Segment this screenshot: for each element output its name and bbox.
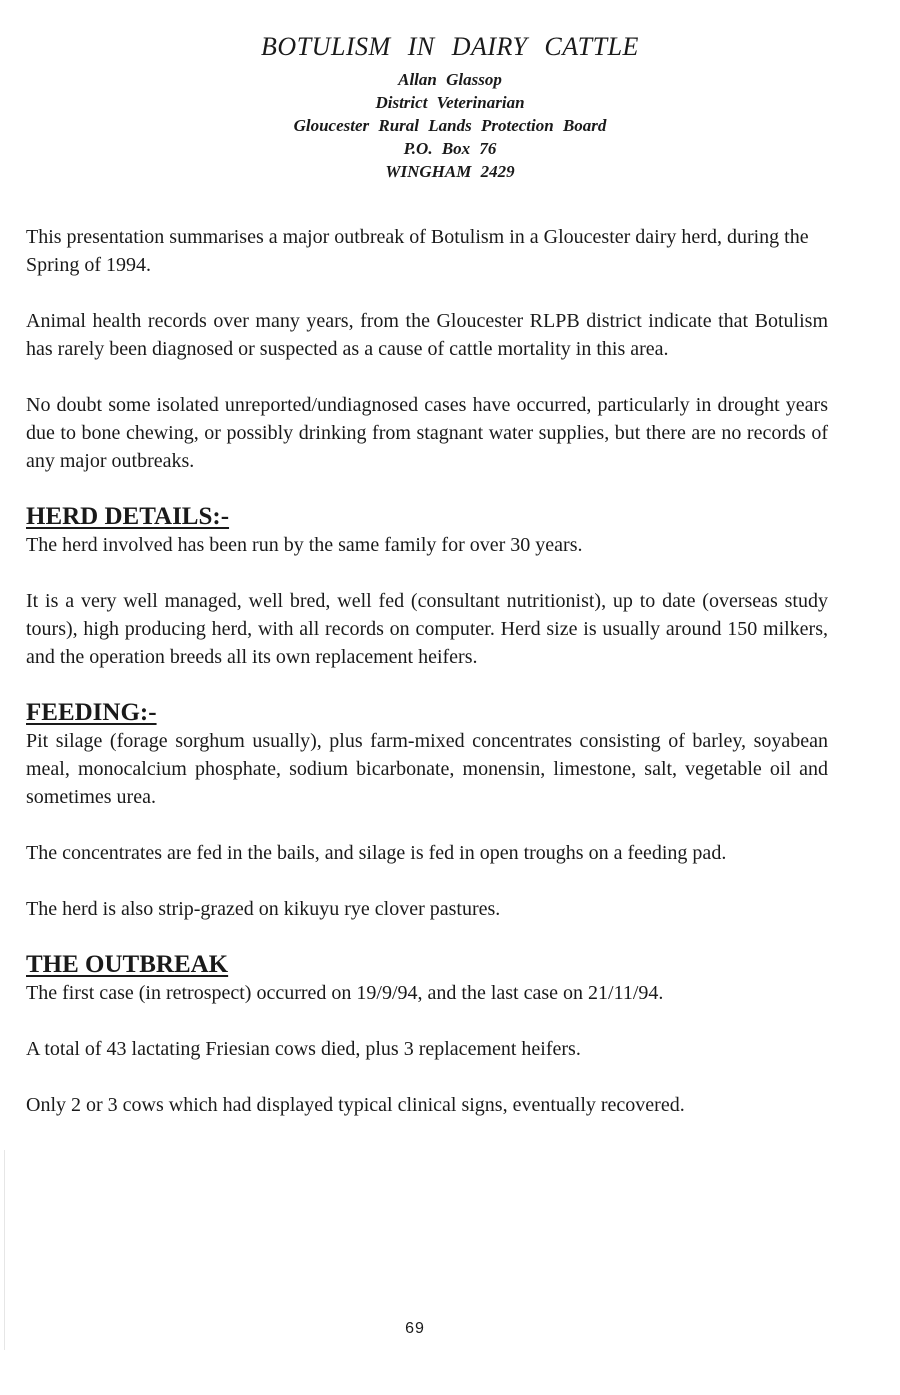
outbreak-heading: THE OUTBREAK (26, 951, 229, 978)
intro-paragraph-1: This presentation summarises a major outbreak of Botulism in a Gloucester dairy herd, during the Spring of 1994. (26, 226, 809, 276)
herd-details-paragraph-2: It is a very well managed, well bred, well fed (consultant nutritionist), up to date (overseas study tours), high producing herd, with all records on computer. Herd size is usually around 150 milkers, and the operation breeds all its own replacement heifers. (26, 590, 828, 668)
author-position: District Veterinarian (375, 93, 525, 112)
intro-paragraph-3: No doubt some isolated unreported/undiagnosed cases have occurred, particularly in drought years due to bone chewing, or possibly drinking from stagnant water supplies, but there are no records of any major outbreaks. (26, 394, 828, 472)
herd-details-heading: HERD DETAILS:- (26, 503, 230, 530)
page-number: 69 (405, 1320, 425, 1337)
feeding-paragraph-1: Pit silage (forage sorghum usually), plus farm-mixed concentrates consisting of barley, soyabean meal, monocalcium phosphate, sodium bicarbonate, monensin, limestone, salt, vegetable oil and sometimes urea. (26, 730, 828, 808)
outbreak-paragraph-2: A total of 43 lactating Friesian cows died, plus 3 replacement heifers. (26, 1038, 581, 1060)
feeding-paragraph-3: The herd is also strip-grazed on kikuyu rye clover pastures. (26, 898, 501, 920)
outbreak-paragraph-3: Only 2 or 3 cows which had displayed typical clinical signs, eventually recovered. (26, 1094, 685, 1116)
feeding-heading: FEEDING:- (26, 699, 157, 726)
author-town: WINGHAM 2429 (385, 162, 515, 181)
herd-details-paragraph-1: The herd involved has been run by the same family for over 30 years. (26, 534, 583, 556)
feeding-paragraph-2: The concentrates are fed in the bails, and silage is fed in open troughs on a feeding pad. (26, 842, 727, 864)
paper-title: BOTULISM IN DAIRY CATTLE (261, 32, 639, 61)
outbreak-paragraph-1: The first case (in retrospect) occurred on 19/9/94, and the last case on 21/11/94. (26, 982, 664, 1004)
author-organization: Gloucester Rural Lands Protection Board (293, 116, 607, 135)
document-body (26, 223, 828, 1147)
author-name: Allan Glassop (398, 70, 502, 89)
paper-header (0, 30, 900, 183)
author-address: P.O. Box 76 (403, 139, 497, 158)
intro-paragraph-2: Animal health records over many years, from the Gloucester RLPB district indicate that Botulism has rarely been diagnosed or suspected as a cause of cattle mortality in this area. (26, 310, 828, 360)
